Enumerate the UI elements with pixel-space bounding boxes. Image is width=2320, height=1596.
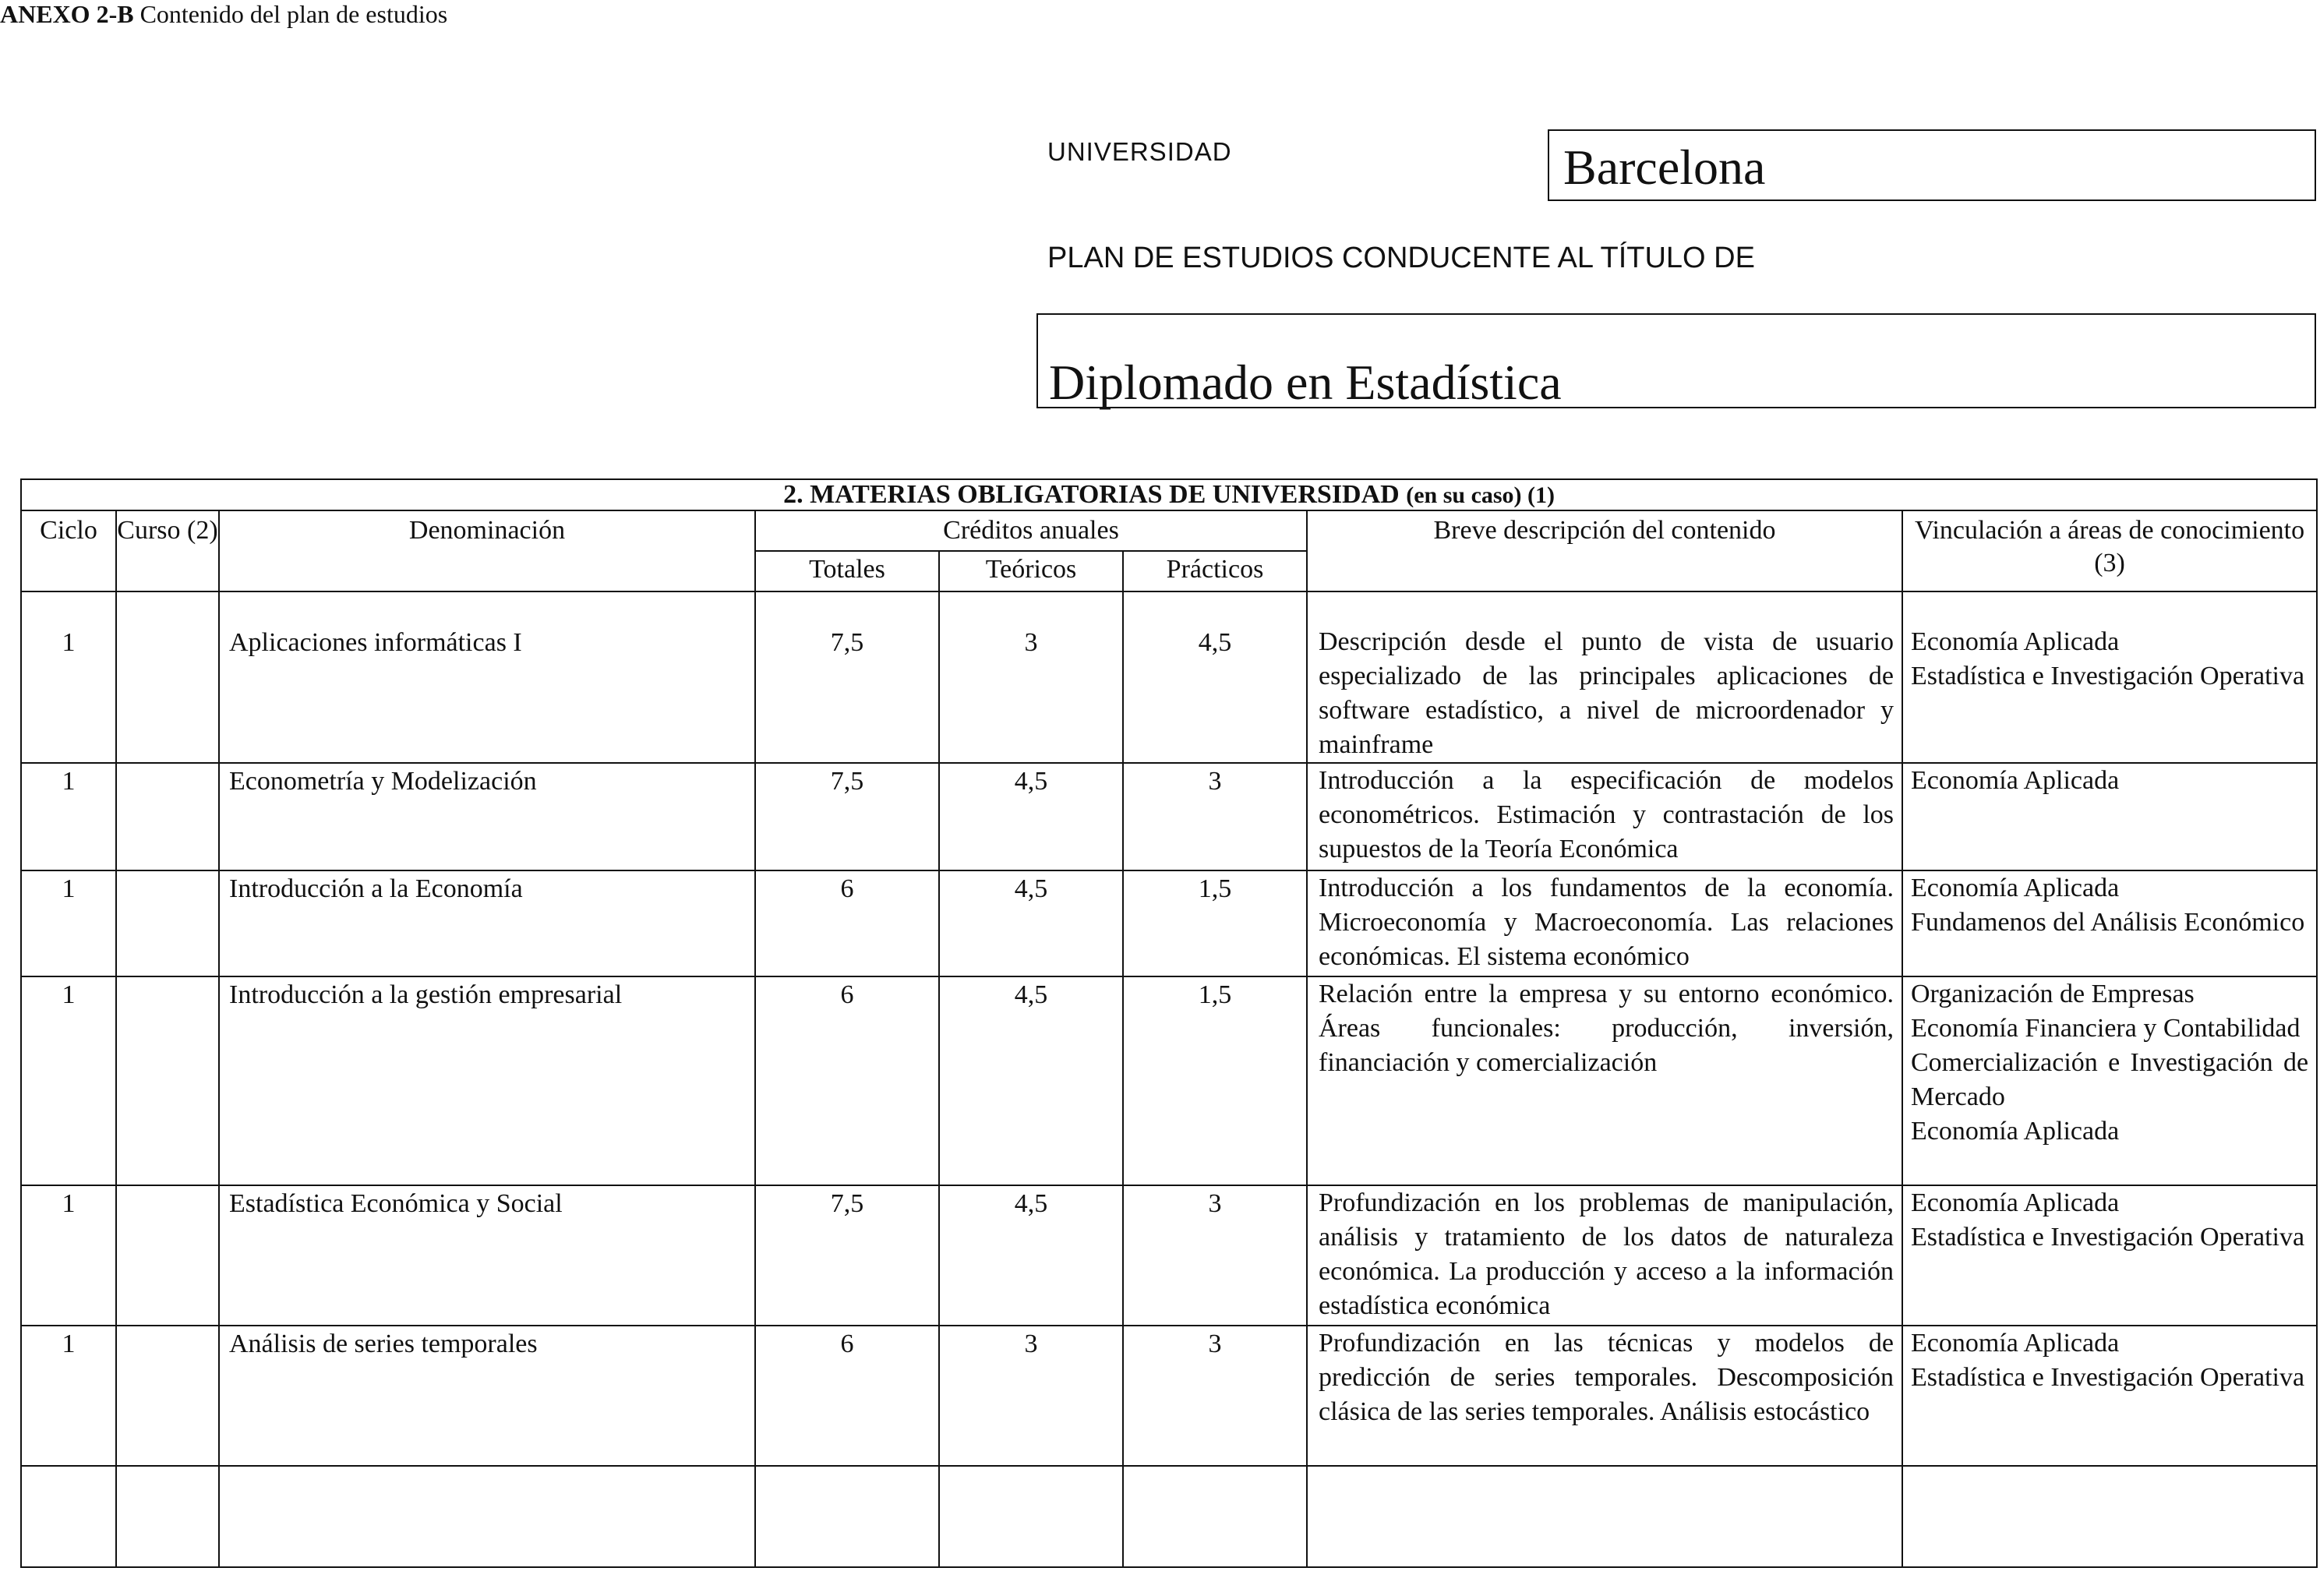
- university-box: [1548, 129, 2316, 201]
- cell-teoricos: 3: [939, 1326, 1123, 1466]
- cell-descripcion: Descripción desde el punto de vista de usuario especializado de las principales aplicaciones de software estadístico, a nivel de microordenador y mainframe: [1307, 591, 1902, 763]
- cell-teoricos: 4,5: [939, 1185, 1123, 1326]
- col-totales: Totales: [755, 551, 939, 591]
- col-denominacion: Denominación: [219, 510, 755, 591]
- cell-teoricos: 3: [939, 591, 1123, 763]
- cell-teoricos: 4,5: [939, 870, 1123, 976]
- empty-cell: [755, 1466, 939, 1567]
- area-item: Economía Aplicada: [1911, 1329, 2120, 1358]
- degree-title: Diplomado en Estadística: [1049, 355, 1562, 410]
- empty-cell: [1307, 1466, 1902, 1567]
- cell-totales: 6: [755, 870, 939, 976]
- empty-cell: [21, 1466, 116, 1567]
- cell-nombre: Aplicaciones informáticas I: [219, 591, 755, 763]
- empty-cell: [116, 1466, 219, 1567]
- cell-areas: [1902, 976, 2317, 1185]
- area-item: Estadística e Investigación Operativa: [1911, 1223, 2305, 1252]
- empty-cell: [219, 1466, 755, 1567]
- cell-nombre: Econometría y Modelización: [219, 763, 755, 870]
- cell-totales: 6: [755, 976, 939, 1185]
- cell-curso: [116, 870, 219, 976]
- cell-totales: 6: [755, 1326, 939, 1466]
- area-item: Economía Aplicada: [1911, 874, 2120, 902]
- table-title-text: 2. MATERIAS OBLIGATORIAS DE UNIVERSIDAD: [783, 480, 1400, 509]
- cell-practicos: 3: [1123, 763, 1307, 870]
- cell-curso: [116, 976, 219, 1185]
- annex-subtitle: Contenido del plan de estudios: [139, 0, 448, 28]
- cell-teoricos: 4,5: [939, 976, 1123, 1185]
- cell-areas: [1902, 1185, 2317, 1326]
- cell-ciclo: 1: [21, 1326, 116, 1466]
- area-item: Economía Aplicada: [1911, 766, 2120, 795]
- cell-totales: 7,5: [755, 763, 939, 870]
- empty-cell: [1902, 1466, 2317, 1567]
- cell-nombre: Introducción a la gestión empresarial: [219, 976, 755, 1185]
- cell-curso: [116, 591, 219, 763]
- empty-cell: [939, 1466, 1123, 1567]
- area-item: Estadística e Investigación Operativa: [1911, 662, 2305, 690]
- table-row: [21, 591, 2317, 763]
- degree-title-box: [1036, 313, 2316, 408]
- col-practicos: Prácticos: [1123, 551, 1307, 591]
- col-curso: Curso (2): [116, 510, 219, 591]
- cell-ciclo: 1: [21, 1185, 116, 1326]
- cell-descripcion: Profundización en las técnicas y modelos de predicción de series temporales. Descomposición clásica de las series temporales. Análisis estocástico: [1307, 1326, 1902, 1466]
- area-item: Economía Aplicada: [1911, 1117, 2120, 1146]
- cell-areas: [1902, 591, 2317, 763]
- table-row: [21, 763, 2317, 870]
- cell-practicos: 3: [1123, 1326, 1307, 1466]
- cell-totales: 7,5: [755, 1185, 939, 1326]
- table-row: [21, 870, 2317, 976]
- table-title: [21, 479, 2317, 510]
- area-item: Comercialización e Investigación de Mercado: [1911, 1048, 2309, 1111]
- subjects-table: [20, 478, 2318, 1568]
- cell-descripcion: Introducción a la especificación de modelos econométricos. Estimación y contrastación de los supuestos de la Teoría Económica: [1307, 763, 1902, 870]
- annex-heading: [0, 0, 447, 29]
- empty-cell: [1123, 1466, 1307, 1567]
- cell-areas: [1902, 870, 2317, 976]
- university-value: Barcelona: [1563, 139, 1766, 195]
- area-item: Economía Financiera y Contabilidad: [1911, 1014, 2301, 1043]
- plan-label: PLAN DE ESTUDIOS CONDUCENTE AL TÍTULO DE: [1047, 242, 1755, 274]
- col-creditos: Créditos anuales: [755, 510, 1307, 551]
- annex-number: ANEXO 2-B: [0, 0, 134, 28]
- col-teoricos: Teóricos: [939, 551, 1123, 591]
- cell-ciclo: 1: [21, 870, 116, 976]
- area-item: Economía Aplicada: [1911, 1188, 2120, 1217]
- cell-ciclo: 1: [21, 591, 116, 763]
- cell-teoricos: 4,5: [939, 763, 1123, 870]
- col-descripcion: Breve descripción del contenido: [1307, 510, 1902, 591]
- cell-descripcion: Profundización en los problemas de manipulación, análisis y tratamiento de los datos de naturaleza económica. La producción y acceso a la información estadística económica: [1307, 1185, 1902, 1326]
- area-item: Organización de Empresas: [1911, 980, 2195, 1008]
- cell-descripcion: Relación entre la empresa y su entorno económico. Áreas funcionales: producción, inversión, financiación y comercialización: [1307, 976, 1902, 1185]
- cell-practicos: 1,5: [1123, 870, 1307, 976]
- cell-totales: 7,5: [755, 591, 939, 763]
- col-vinculacion: Vinculación a áreas de conocimiento (3): [1902, 510, 2317, 591]
- cell-practicos: 3: [1123, 1185, 1307, 1326]
- area-item: Economía Aplicada: [1911, 627, 2120, 656]
- university-label: UNIVERSIDAD: [1047, 137, 1232, 166]
- cell-nombre: Análisis de series temporales: [219, 1326, 755, 1466]
- table-row-empty: [21, 1466, 2317, 1567]
- table-title-suffix: (en su caso) (1): [1406, 482, 1555, 508]
- cell-nombre: Estadística Económica y Social: [219, 1185, 755, 1326]
- table-row: [21, 1326, 2317, 1466]
- cell-descripcion: Introducción a los fundamentos de la economía. Microeconomía y Macroeconomía. Las relaciones económicas. El sistema económico: [1307, 870, 1902, 976]
- cell-curso: [116, 1185, 219, 1326]
- table-row: [21, 976, 2317, 1185]
- col-ciclo: Ciclo: [21, 510, 116, 591]
- area-item: Estadística e Investigación Operativa: [1911, 1363, 2305, 1392]
- cell-areas: [1902, 763, 2317, 870]
- cell-practicos: 4,5: [1123, 591, 1307, 763]
- cell-curso: [116, 1326, 219, 1466]
- cell-areas: [1902, 1326, 2317, 1466]
- area-item: Fundamenos del Análisis Económico: [1911, 908, 2305, 937]
- cell-curso: [116, 763, 219, 870]
- cell-ciclo: 1: [21, 976, 116, 1185]
- cell-practicos: 1,5: [1123, 976, 1307, 1185]
- cell-nombre: Introducción a la Economía: [219, 870, 755, 976]
- cell-ciclo: 1: [21, 763, 116, 870]
- table-row: [21, 1185, 2317, 1326]
